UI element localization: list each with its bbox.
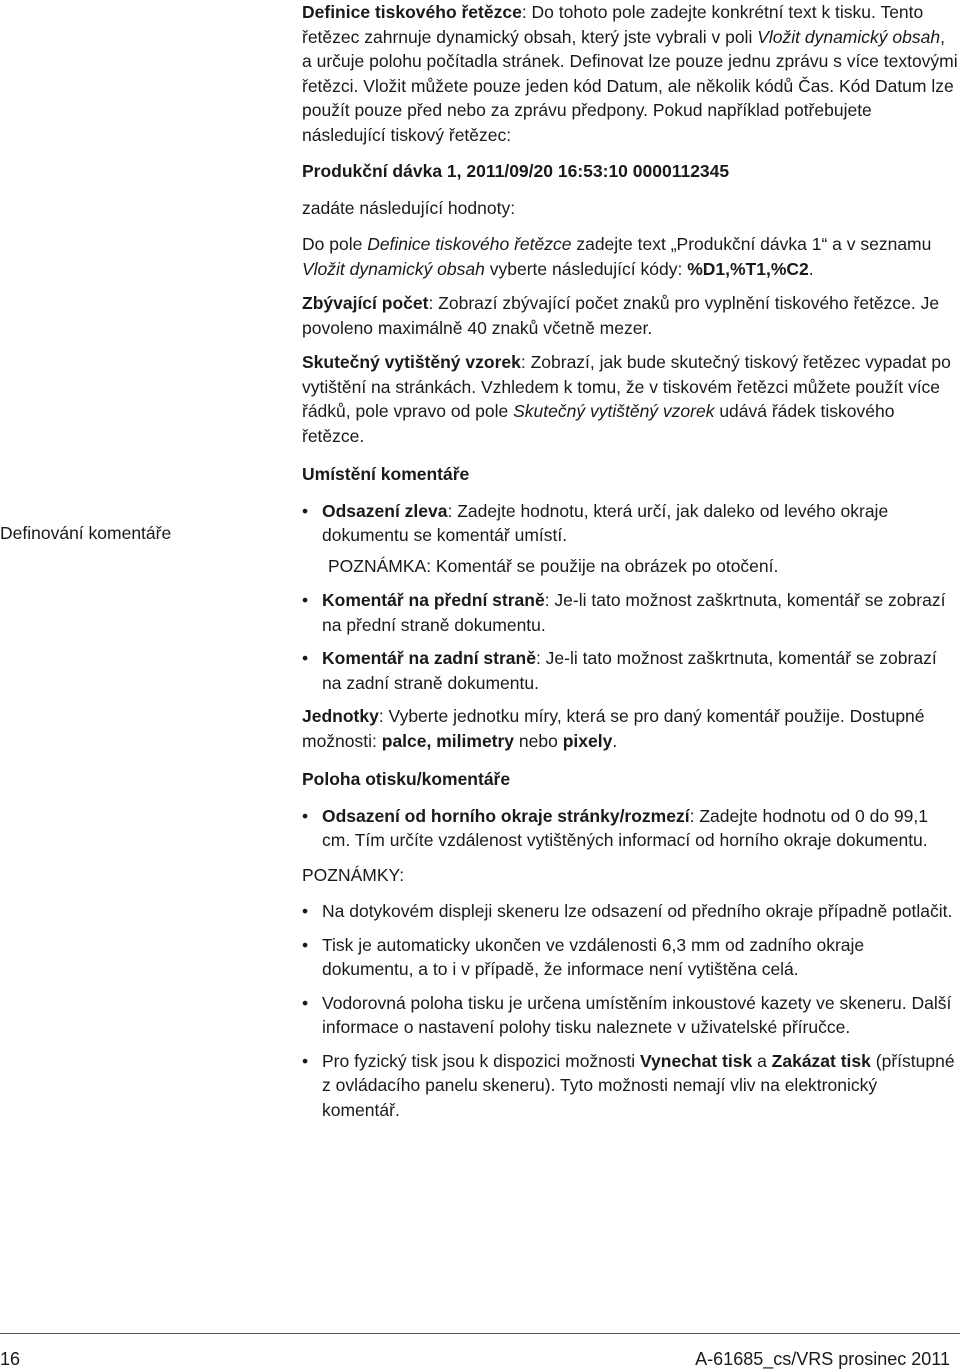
- list-item: • Komentář na zadní straně: Je-li tato možnost zaškrtnuta, komentář se zobrazí na zadní straně dokumentu.: [302, 648, 937, 693]
- side-heading: Definování komentáře: [0, 523, 172, 543]
- list-item: • Odsazení zleva: Zadejte hodnotu, která určí, jak daleko od levého okraje dokumentu se komentář umístí. POZNÁMKA: Komentář se použije na obrázek po otočení.: [302, 499, 958, 579]
- list-item: • Tisk je automaticky ukončen ve vzdálenosti 6,3 mm od zadního okraje dokumentu, a to i v případě, že informace není vytištěna celá.: [302, 934, 865, 979]
- bullet-icon: •: [302, 934, 309, 955]
- document-id: A-61685_cs/VRS prosinec 2011: [695, 1349, 950, 1369]
- bullet-icon: •: [302, 648, 309, 668]
- poloha-list: [302, 804, 958, 853]
- bullet-icon: •: [302, 901, 309, 921]
- umisteni-heading: Umístění komentáře: [302, 464, 470, 484]
- bullet-icon: •: [302, 1050, 309, 1071]
- list-item: • Vodorovná poloha tisku je určena umístěním inkoustové kazety ve skeneru. Další informace o nastavení polohy tisku naleznete v uživatelské příručce.: [302, 992, 952, 1037]
- main-column: [302, 0, 958, 1132]
- definice-paragraph: Definice tiskového řetězce: Do tohoto pole zadejte konkrétní text k tisku. Tento řetězec zahrnuje dynamický obsah, který jste vybrali v poli Vložit dynamický obsah, a určuje polohu počítadla stránek. Definovat lze pouze jednu zprávu s více textovými řetězci. Vložit můžete pouze jeden kód Datum, ale několik kódů Čas. Kód Datum lze použít pouze před nebo za zprávu předpony. Pokud například potřebujete následující tiskový řetězec:: [302, 2, 958, 145]
- enter-values-text: zadáte následující hodnoty:: [302, 197, 516, 218]
- bullet-icon: •: [302, 805, 309, 826]
- umisteni-list: [302, 499, 958, 696]
- footer-divider: [0, 1333, 960, 1334]
- note-text: POZNÁMKA: Komentář se použije na obrázek po otočení.: [328, 555, 779, 576]
- bullet-icon: •: [302, 590, 309, 610]
- list-item: • Na dotykovém displeji skeneru lze odsazení od předního okraje případně potlačit.: [302, 899, 958, 924]
- poznamky-list: [302, 899, 958, 1122]
- list-item: • Komentář na přední straně: Je-li tato možnost zaškrtnuta, komentář se zobrazí na přední straně dokumentu.: [302, 590, 946, 635]
- list-item: • Pro fyzický tisk jsou k dispozici možnosti Vynechat tisk a Zakázat tisk (přístupné z ovládacího panelu skeneru). Tyto možnosti nemají vliv na elektronický komentář.: [302, 1050, 955, 1120]
- do-pole-paragraph: Do pole Definice tiskového řetězce zadejte text „Produkční dávka 1“ a v seznamu Vložit dynamický obsah vyberte následující kódy: %D1,%T1,%C2.: [302, 234, 932, 279]
- definice-term: Definice tiskového řetězce: [302, 2, 522, 22]
- zbyvajici-paragraph: Zbývající počet: Zobrazí zbývající počet znaků pro vyplnění tiskového řetězce. Je povoleno maximálně 40 znaků včetně mezer.: [302, 293, 940, 338]
- skutecny-paragraph: Skutečný vytištěný vzorek: Zobrazí, jak bude skutečný tiskový řetězec vypadat po vytištění na stránkách. Vzhledem k tomu, že v tiskovém řetězci můžete použít více řádků, pole vpravo od pole Skutečný vytištěný vzorek udává řádek tiskového řetězce.: [302, 352, 951, 446]
- codes: %D1,%T1,%C2: [687, 258, 809, 279]
- bullet-icon: •: [302, 500, 309, 521]
- jednotky-paragraph: Jednotky: Vyberte jednotku míry, která se pro daný komentář použije. Dostupné možnosti: palce, milimetry nebo pixely.: [302, 706, 925, 751]
- list-item: • Odsazení od horního okraje stránky/rozmezí: Zadejte hodnotu od 0 do 99,1 cm. Tím určíte vzdálenost vytištěných informací od horního okraje dokumentu.: [302, 805, 928, 850]
- bullet-icon: •: [302, 992, 309, 1013]
- poloha-heading: Poloha otisku/komentáře: [302, 769, 511, 789]
- page-number: 16: [0, 1349, 21, 1369]
- poznamky-heading: POZNÁMKY:: [302, 864, 405, 885]
- example-print-string: Produkční dávka 1, 2011/09/20 16:53:10 0000112345: [302, 161, 730, 181]
